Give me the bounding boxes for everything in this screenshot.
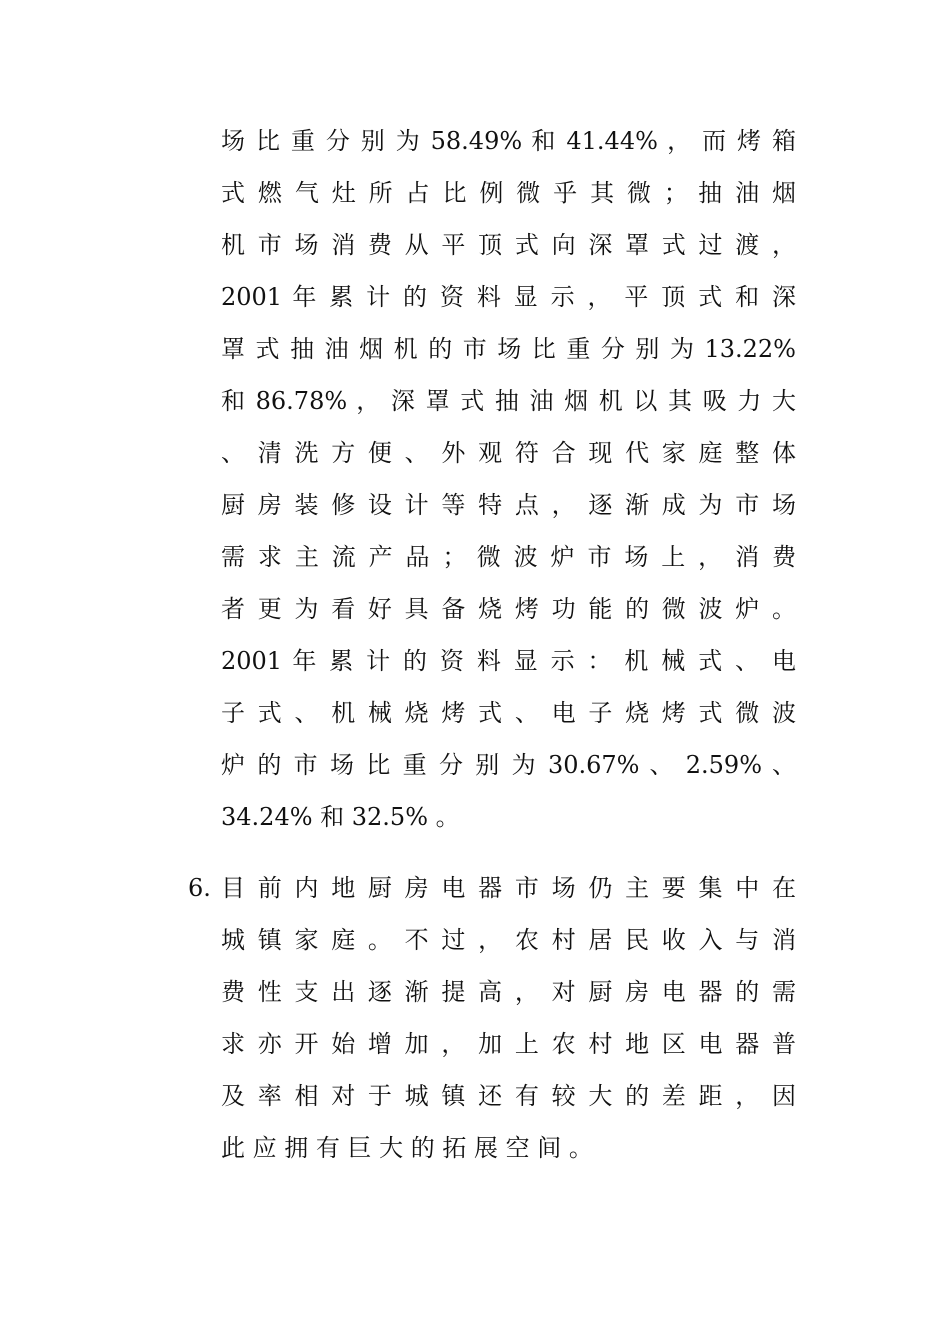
text-line: 者 更 为 看 好 具 备 烧 烤 功 能 的 微 波 炉 。 bbox=[221, 595, 796, 623]
text-line: 2001 年 累 计 的 资 料 显 示 ， 平 顶 式 和 深 bbox=[221, 283, 796, 311]
text-line: 场 比 重 分 别 为 58.49% 和 41.44% ， 而 烤 箱 bbox=[221, 127, 796, 155]
text-line: 、 清 洗 方 便 、 外 观 符 合 现 代 家 庭 整 体 bbox=[221, 439, 796, 467]
list-item-number: 6. bbox=[188, 874, 211, 902]
text-line: 和 86.78% ， 深 罩 式 抽 油 烟 机 以 其 吸 力 大 bbox=[221, 387, 796, 415]
text-line: 机 市 场 消 费 从 平 顶 式 向 深 罩 式 过 渡 ， bbox=[221, 231, 796, 259]
text-line: 需 求 主 流 产 品 ； 微 波 炉 市 场 上 ， 消 费 bbox=[221, 543, 796, 571]
text-line: 34.24% 和 32.5% 。 bbox=[221, 803, 460, 831]
text-line: 城 镇 家 庭 。 不 过 ， 农 村 居 民 收 入 与 消 bbox=[221, 926, 796, 954]
text-line: 子 式 、 机 械 烧 烤 式 、 电 子 烧 烤 式 微 波 bbox=[221, 699, 796, 727]
text-line: 2001 年 累 计 的 资 料 显 示 ： 机 械 式 、 电 bbox=[221, 647, 796, 675]
text-line: 罩 式 抽 油 烟 机 的 市 场 比 重 分 别 为 13.22% bbox=[221, 335, 796, 363]
text-line: 此 应 拥 有 巨 大 的 拓 展 空 间 。 bbox=[221, 1134, 593, 1162]
text-line: 目 前 内 地 厨 房 电 器 市 场 仍 主 要 集 中 在 bbox=[221, 874, 796, 902]
text-line: 厨 房 装 修 设 计 等 特 点 ， 逐 渐 成 为 市 场 bbox=[221, 491, 796, 519]
text-line: 式 燃 气 灶 所 占 比 例 微 乎 其 微 ； 抽 油 烟 bbox=[221, 179, 796, 207]
text-line: 炉 的 市 场 比 重 分 别 为 30.67% 、 2.59% 、 bbox=[221, 751, 796, 779]
text-line: 求 亦 开 始 增 加 ， 加 上 农 村 地 区 电 器 普 bbox=[221, 1030, 796, 1058]
text-line: 费 性 支 出 逐 渐 提 高 ， 对 厨 房 电 器 的 需 bbox=[221, 978, 796, 1006]
text-line: 及 率 相 对 于 城 镇 还 有 较 大 的 差 距 ， 因 bbox=[221, 1082, 796, 1110]
